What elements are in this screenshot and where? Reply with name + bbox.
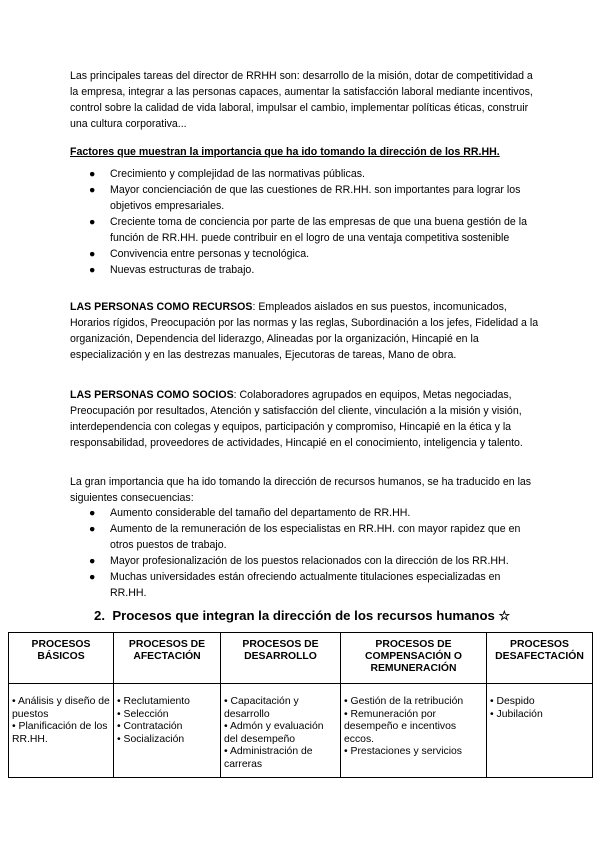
cell-item: • Socialización bbox=[117, 733, 185, 745]
consequences-intro: La gran importancia que ha ido tomando la dirección de recursos humanos, se ha traducido en las siguientes consecuencias: bbox=[70, 476, 532, 504]
bullet-icon: ● bbox=[89, 168, 96, 180]
cell-item: • Planificación de los RR.HH. bbox=[12, 721, 108, 745]
bullet-icon: ● bbox=[89, 523, 96, 535]
cell-item: • Remuneración por desempeño e incentivos eccos. bbox=[344, 708, 457, 745]
bullet-icon: ● bbox=[89, 507, 96, 519]
list-item: ● Aumento considerable del tamaño del departamento de RR.HH. bbox=[89, 507, 411, 519]
intro-paragraph: Las principales tareas del director de RRHH son: desarrollo de la misión, dotar de competitividad a la empresa, integrar a las personas capaces, aumentar la satisfacción laboral mediante incentivos, control sobre la calidad de vida laboral, impulsar el cambio, implementar políticas éticas, construir una cultura corporativa... bbox=[70, 70, 533, 130]
factors-heading: Factores que muestran la importancia que ha ido tomando la dirección de los RR.HH. bbox=[70, 146, 500, 158]
bullet-icon: ● bbox=[89, 216, 96, 228]
factors-list bbox=[88, 166, 528, 278]
section-number: 2. bbox=[94, 608, 105, 623]
personas-recursos-paragraph bbox=[70, 299, 540, 363]
table-row bbox=[9, 684, 593, 778]
cell-item: • Jubilación bbox=[490, 708, 543, 720]
column-header: PROCESOS DE AFECTACIÓN bbox=[114, 633, 221, 684]
cell-item: • Despido bbox=[490, 696, 535, 707]
list-item: ● Aumento de la remuneración de los especialistas en RR.HH. con mayor rapidez que en otros puestos de trabajo. bbox=[89, 523, 521, 551]
personas-socios-text: : Colaboradores agrupados en equipos, Metas negociadas, Preocupación por resultados, Atención y satisfacción del cliente, vinculación a la misión y visión, interdependencia con colegas y equipos, participación y compromiso, Hincapié en la ética y la responsabilidad, proveedores de actividades, Hincapié en el conocimiento, inteligencia y talento. bbox=[70, 389, 523, 449]
cell-item: • Gestión de la retribución bbox=[344, 696, 464, 707]
section-2-heading bbox=[94, 608, 534, 624]
cell-item: • Prestaciones y servicios bbox=[344, 746, 462, 757]
list-item: ● Crecimiento y complejidad de las normativas públicas. bbox=[89, 168, 365, 180]
table-cell-basicos bbox=[9, 684, 114, 778]
bullet-icon: ● bbox=[89, 248, 96, 260]
column-header: PROCESOS DE COMPENSACIÓN O REMUNERACIÓN bbox=[341, 633, 487, 684]
cell-item: • Análisis y diseño de puestos bbox=[12, 696, 110, 720]
personas-socios-paragraph bbox=[70, 387, 540, 451]
table-cell-compensacion bbox=[341, 684, 487, 778]
personas-socios-label: LAS PERSONAS COMO SOCIOS bbox=[70, 389, 234, 401]
list-item: ● Nuevas estructuras de trabajo. bbox=[89, 264, 255, 276]
cell-item: • Administración de carreras bbox=[224, 746, 313, 770]
bullet-icon: ● bbox=[89, 571, 96, 583]
list-item: ● Muchas universidades están ofreciendo actualmente titulaciones especializadas en RR.HH. bbox=[89, 571, 501, 599]
cell-item: • Reclutamiento bbox=[117, 696, 190, 707]
bullet-icon: ● bbox=[89, 184, 96, 196]
table-cell-desafectacion bbox=[487, 684, 593, 778]
personas-recursos-label: LAS PERSONAS COMO RECURSOS bbox=[70, 301, 253, 313]
cell-item: • Capacitación y desarrollo bbox=[224, 696, 299, 720]
cell-item: • Contratación bbox=[117, 721, 183, 732]
personas-recursos-text: : Empleados aislados en sus puestos, incomunicados, Horarios rígidos, Preocupación por las normas y las reglas, Subordinación a los jefes, Fidelidad a la organización, Dependencia del liderazgo, Alineadas por la organización, Hincapié en la especialización y en las destrezas manuales, Ejecutoras de tareas, Mano de obra. bbox=[70, 301, 539, 361]
list-item: ● Mayor concienciación de que las cuestiones de RR.HH. son importantes para lograr los objetivos empresariales. bbox=[89, 184, 521, 212]
list-item: ● Mayor profesionalización de los puestos relacionados con la dirección de los RR.HH. bbox=[89, 555, 509, 567]
table-header-row bbox=[9, 633, 593, 684]
list-item: ● Convivencia entre personas y tecnológica. bbox=[89, 248, 310, 260]
table-cell-afectacion bbox=[114, 684, 221, 778]
list-item: ● Creciente toma de conciencia por parte de las empresas de que una buena gestión de la función de RR.HH. puede contribuir en el logro de una ventaja competitiva sostenible bbox=[89, 216, 527, 244]
column-header: PROCESOS BÁSICOS bbox=[9, 633, 114, 684]
column-header: PROCESOS DESAFECTACIÓN bbox=[487, 633, 593, 684]
bullet-icon: ● bbox=[89, 264, 96, 276]
consequences-list bbox=[88, 505, 528, 601]
processes-table bbox=[8, 632, 593, 778]
cell-item: • Selección bbox=[117, 708, 169, 720]
bullet-icon: ● bbox=[89, 555, 96, 567]
cell-item: • Admón y evaluación del desempeño bbox=[224, 721, 324, 745]
section-title: Procesos que integran la dirección de los recursos humanos ☆ bbox=[112, 608, 511, 623]
column-header: PROCESOS DE DESARROLLO bbox=[221, 633, 341, 684]
table-cell-desarrollo bbox=[221, 684, 341, 778]
